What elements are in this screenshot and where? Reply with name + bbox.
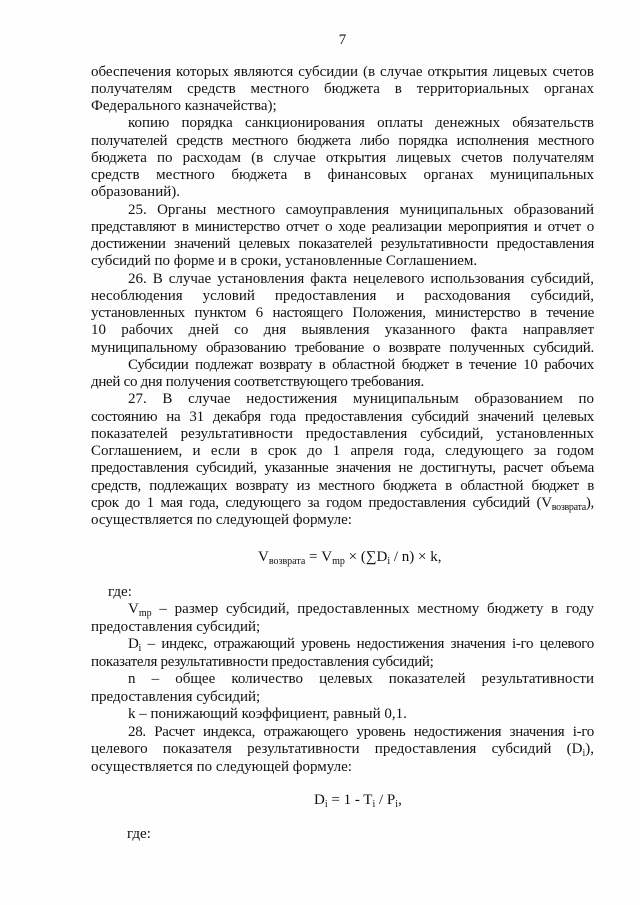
formula xyxy=(314,792,402,809)
text-line: показателей результативности предоставления субсидий, установленных xyxy=(91,425,594,442)
formula-segment: / P xyxy=(375,791,396,808)
subscript: i xyxy=(324,798,328,810)
text-segment: ), xyxy=(585,741,594,757)
formula-segment: D xyxy=(314,791,325,808)
text-line: показателя результативности предоставления субсидий; xyxy=(91,653,434,670)
text-line: предоставления субсидий; xyxy=(91,688,261,705)
text-segment: срок до 1 мая года, следующего за годом предоставления субсидий (V xyxy=(91,494,552,511)
text-segment: – индекс, отражающий уровень недостижения значения i-го целевого xyxy=(141,636,594,652)
subscript: i xyxy=(138,643,142,654)
subscript: i xyxy=(582,748,586,759)
page-number: 7 xyxy=(338,32,347,48)
text-line xyxy=(91,495,594,512)
where-label: где: xyxy=(108,583,132,600)
text-line: бюджета по расходам (в случае открытия лицевых счетов получателям xyxy=(91,149,594,166)
text-line: представляют в министерство отчет о ходе реализации мероприятия и отчет о xyxy=(91,218,594,235)
subscript: возврата xyxy=(268,555,306,567)
text-line: состоянию на 31 декабря года предоставления субсидий значений целевых xyxy=(91,408,594,425)
formula xyxy=(258,549,442,566)
text-segment: D xyxy=(128,636,139,652)
subscript: i xyxy=(395,798,399,810)
formula-segment: V xyxy=(258,548,269,565)
text-line: 26. В случае установления факта нецелевого использования субсидий, xyxy=(128,270,594,287)
text-line: субсидий по форме и в сроки, установленные Соглашением. xyxy=(91,253,478,270)
text-line: 25. Органы местного самоуправления муниципальных образований xyxy=(128,201,594,218)
text-line: средств, подлежащих возврату из местного бюджета в областной бюджет в xyxy=(91,477,594,494)
text-line: n – общее количество целевых показателей результативности xyxy=(128,671,594,687)
formula-segment: / n) × k, xyxy=(390,548,442,565)
text-line: 27. В случае недостижения муниципальным образованием по xyxy=(128,391,594,408)
formula-segment: , xyxy=(398,791,402,808)
formula-segment: = V xyxy=(305,548,333,565)
formula-segment: × (∑D xyxy=(344,548,388,565)
subscript: mp xyxy=(138,608,152,619)
subscript: mp xyxy=(332,555,345,567)
text-line: несоблюдения условий предоставления и расходования субсидий, xyxy=(91,287,594,304)
subscript: возврата xyxy=(551,501,586,513)
subscript: i xyxy=(387,555,391,567)
text-line: 10 рабочих дней со дня выявления указанного факта направляет xyxy=(91,322,594,339)
text-line: получателей средств местного бюджета либо порядка исполнения местного xyxy=(91,132,594,149)
subscript: i xyxy=(372,798,376,810)
text-line xyxy=(128,636,594,653)
text-line: Федерального казначейства); xyxy=(91,98,277,114)
text-line: 28. Расчет индекса, отражающего уровень недостижения значения i-го xyxy=(128,723,594,740)
text-line: Субсидии подлежат возврату в областной бюджет в течение 10 рабочих xyxy=(128,356,594,373)
text-line: установленных пунктом 6 настоящего Положения, министерство в течение xyxy=(91,305,594,321)
text-line xyxy=(128,601,594,618)
text-segment: ), xyxy=(585,494,594,511)
text-line: предоставления субсидий; xyxy=(91,618,261,635)
text-line: дней со дня получения соответствующего требования. xyxy=(91,374,424,390)
text-line: k – понижающий коэффициент, равный 0,1. xyxy=(128,706,407,722)
text-line: Соглашением, и если в срок до 1 апреля года, следующего за годом xyxy=(91,443,594,459)
text-segment: целевого показателя результативности предоставления субсидий (D xyxy=(91,741,583,757)
text-segment: V xyxy=(128,601,139,617)
text-line: средств местного бюджета в финансовых органах муниципальных xyxy=(91,167,594,183)
text-line: копию порядка санкционирования оплаты денежных обязательств xyxy=(128,115,594,132)
text-line: муниципальному образованию требование о возврате полученных субсидий. xyxy=(91,339,594,356)
text-line: осуществляется по следующей формуле: xyxy=(91,512,352,528)
text-line: образований). xyxy=(91,184,180,201)
text-segment: – размер субсидий, предоставленных местному бюджету в году xyxy=(151,601,594,617)
text-line: осуществляется по следующей формуле: xyxy=(91,758,352,775)
text-line: получателям средств местного бюджета в территориальных органах xyxy=(91,80,594,97)
text-line: достижении значений целевых показателей результативности предоставления xyxy=(91,236,594,252)
text-line xyxy=(91,741,594,758)
where-label: где: xyxy=(127,825,151,842)
text-line: предоставления субсидий, указанные значения не достигнуты, расчет объема xyxy=(91,460,594,477)
formula-segment: = 1 - T xyxy=(327,791,373,808)
text-line: обеспечения которых являются субсидии (в случае открытия лицевых счетов xyxy=(91,63,594,80)
